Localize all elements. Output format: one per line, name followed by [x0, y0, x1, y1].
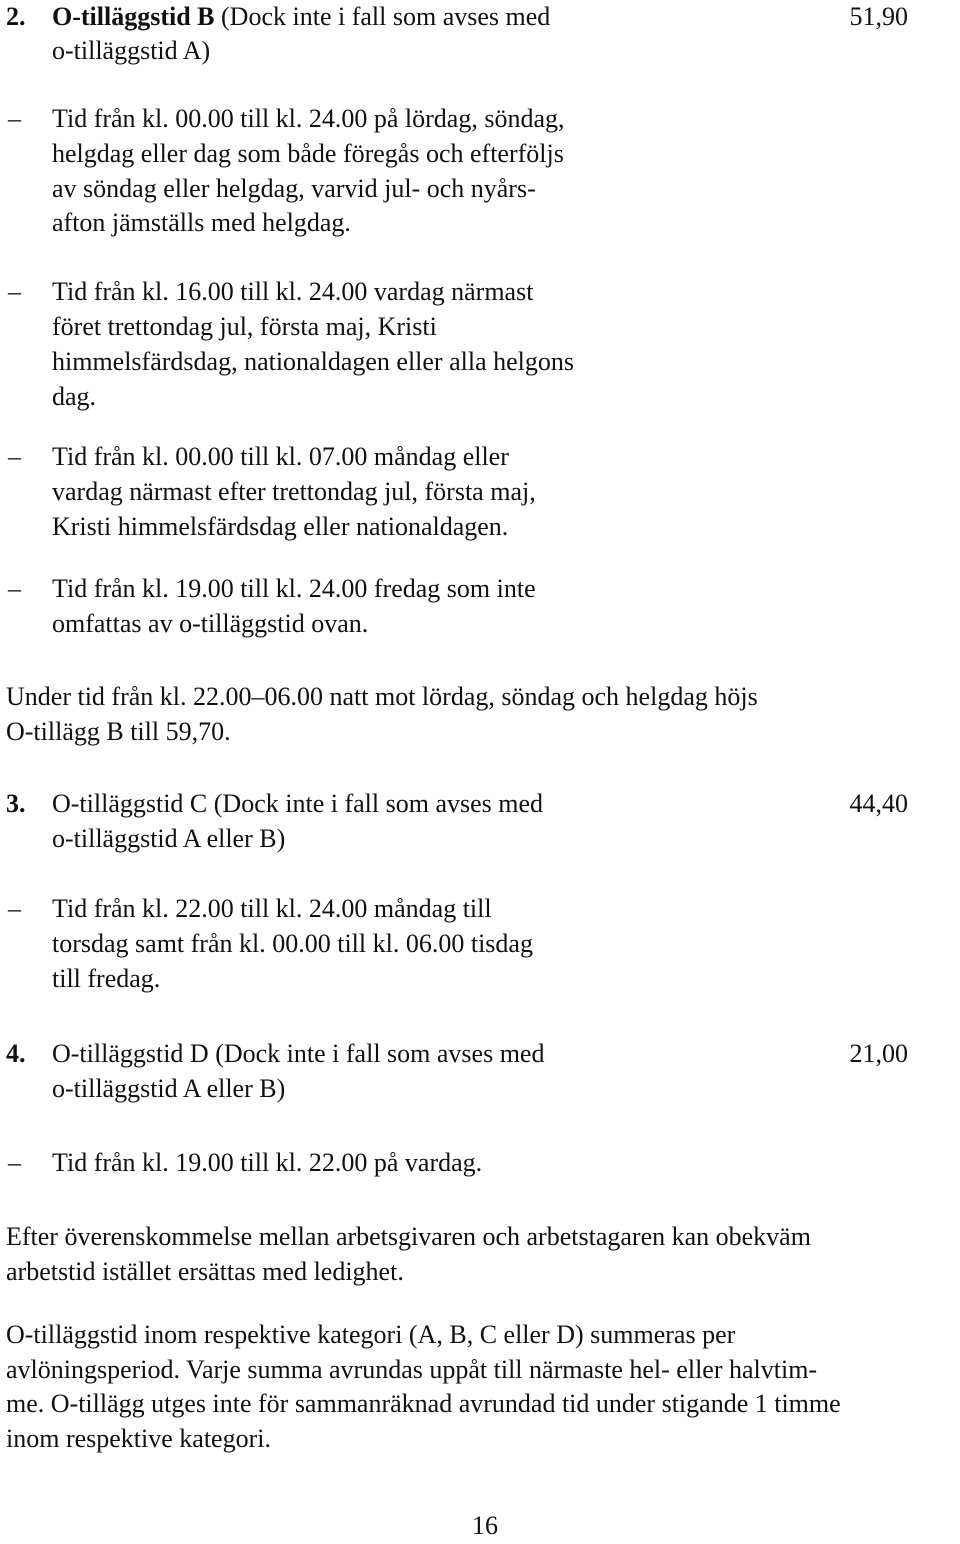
item-line: Tid från kl. 00.00 till kl. 07.00 måndag eller [52, 442, 509, 471]
item-line: Tid från kl. 22.00 till kl. 24.00 måndag till [52, 894, 492, 923]
section-title [52, 0, 550, 35]
paragraph-line: inom respektive kategori. [6, 1423, 271, 1453]
section-number: 2. [6, 2, 26, 31]
bullet-dash: – [8, 1148, 21, 1177]
note-line: O-tillägg B till 59,70. [6, 717, 231, 746]
item-line: Tid från kl. 16.00 till kl. 24.00 vardag närmast [52, 277, 534, 306]
item-line: dag. [52, 382, 97, 411]
paragraph-line: arbetstid istället ersättas med ledighet. [6, 1256, 404, 1286]
bullet-dash: – [8, 442, 21, 471]
section-title-line2: o-tilläggstid A eller B) [52, 824, 286, 853]
paragraph-line: me. O-tillägg utges inte för sammanräknad avrundad tid under stigande 1 timme [6, 1389, 841, 1419]
item-line: Tid från kl. 19.00 till kl. 22.00 på vardag. [52, 1148, 483, 1177]
paragraph-line: avlöningsperiod. Varje summa avrundas uppåt till närmaste hel- eller halvtim- [6, 1354, 818, 1384]
bullet-dash: – [8, 894, 21, 923]
bullet-dash: – [8, 574, 21, 603]
section-title: O-tilläggstid D (Dock inte i fall som avses med [52, 1039, 545, 1068]
bullet-dash: – [8, 277, 21, 306]
item-line: Tid från kl. 19.00 till kl. 24.00 fredag som inte [52, 574, 536, 603]
item-line: himmelsfärdsdag, nationaldagen eller alla helgons [52, 347, 574, 376]
item-line: omfattas av o-tilläggstid ovan. [52, 609, 369, 638]
item-line: till fredag. [52, 964, 161, 993]
paragraph-line: Efter överenskommelse mellan arbetsgivaren och arbetstagaren kan obekväm [6, 1222, 811, 1251]
section-title: O-tilläggstid C (Dock inte i fall som avses med [52, 789, 544, 818]
paragraph-compensation [6, 1220, 956, 1289]
item-line: föret trettondag jul, första maj, Kristi [52, 312, 437, 341]
section-number: 4. [6, 1039, 26, 1068]
note-line: Under tid från kl. 22.00–06.00 natt mot lördag, söndag och helgdag höjs [6, 682, 758, 711]
item-line: torsdag samt från kl. 00.00 till kl. 06.00 tisdag [52, 929, 533, 958]
item-line: Kristi himmelsfärdsdag eller nationaldagen. [52, 512, 509, 541]
section-title-rest: (Dock inte i fall som avses med [221, 2, 551, 31]
section-title-line2: o-tilläggstid A eller B) [52, 1074, 286, 1103]
section-number: 3. [6, 789, 26, 818]
paragraph-line: O-tilläggstid inom respektive kategori (A, B, C eller D) summeras per [6, 1320, 736, 1349]
section-amount: 44,40 [849, 789, 908, 818]
section-title-bold: O-tilläggstid B [52, 2, 215, 31]
item-line: helgdag eller dag som både föregås och efterföljs [52, 139, 564, 168]
section-title-line2: o-tilläggstid A) [52, 36, 211, 65]
section-amount: 21,00 [849, 1039, 908, 1068]
bullet-dash: – [8, 104, 21, 133]
page-number: 16 [472, 1511, 498, 1540]
item-line: afton jämställs med helgdag. [52, 208, 351, 237]
item-line: vardag närmast efter trettondag jul, första maj, [52, 477, 536, 506]
paragraph-summation [6, 1318, 956, 1456]
item-line: av söndag eller helgdag, varvid jul- och nyårs- [52, 174, 536, 203]
section-amount: 51,90 [849, 2, 908, 31]
item-line: Tid från kl. 00.00 till kl. 24.00 på lördag, söndag, [52, 104, 565, 133]
